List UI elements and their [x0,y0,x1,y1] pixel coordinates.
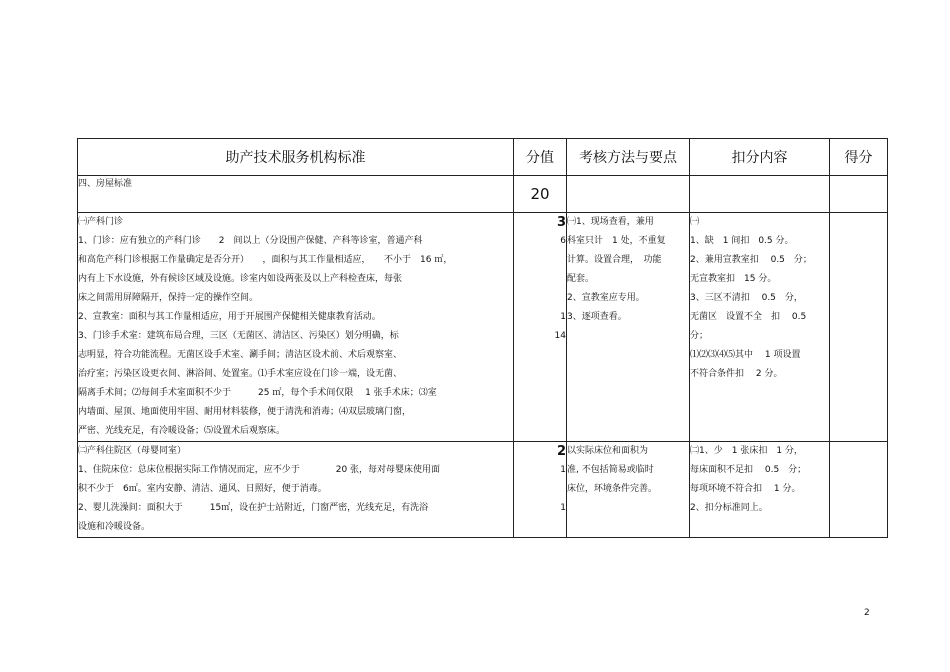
score-line: 2 [556,444,566,459]
header-score: 分值 [514,139,567,176]
standard-cell [78,442,514,538]
score-line: 6 [560,236,566,246]
score-line [514,403,566,422]
text-line: 床之间需用屏障隔开，保持一定的操作空间。 [78,293,259,303]
text-line: 1、门诊：应有独立的产科门诊 2 间以上（分设围产保健、产科等诊室，普通产科 [78,236,423,246]
score-line [514,270,566,289]
text-line: ㈠1、现场查看，兼用 [567,217,654,227]
score-cell [514,213,567,442]
earned-cell [830,442,888,538]
text-line: 1、缺 1 间扣 0.5 分。 [690,236,794,246]
score-line: 14 [554,331,566,341]
text-line: 2、兼用宣教室扣 0.5 分； [690,255,812,265]
earned-cell [830,213,888,442]
text-line: 不符合条件扣 2 分。 [690,369,783,379]
deduction-cell [690,442,830,538]
text-line: 隔离手术间；⑵每间手术室面积不少于 25 ㎡，每个手术间仅限 1 张手术床；⑶室 [78,388,437,398]
text-line: 严密、光线充足，有冷暖设备；⑸设置术后观察床。 [78,426,286,436]
section-earned-cell [830,176,888,213]
text-line: 配套。 [567,274,595,284]
score-line [514,384,566,403]
text-line: 和高危产科门诊根据工作量确定是否分开） ，面积与其工作量相适应， 不小于 16 ㎡， [78,255,453,265]
text-line: 治疗室；污染区设更衣间、淋浴间、处置室。⑴手术室应设在门诊一端，设无菌、 [78,369,403,379]
text-line: 3、逐项查看。 [567,312,627,322]
text-line: 内墙面、屋顶、地面使用牢固、耐用材料装修，便于清洗和消毒；⑷双层玻璃门窗， [78,407,412,417]
text-line: 计算。设置合理， 功能 [567,255,662,265]
section-score: 20 [514,176,567,213]
header-row [78,139,888,176]
score-line [514,480,566,499]
text-line: ㈠产科门诊 [78,217,124,227]
block-row-1 [78,442,888,538]
section-deduction-cell [690,176,830,213]
text-line: 科室只计 1 处，不重复 [567,236,666,246]
score-line [514,346,566,365]
text-line: ㈡产科住院区（母婴同室） [78,446,187,456]
text-line: 床位，环境条件完善。 [567,484,658,494]
text-line: 无菌区 设置不全 扣 0.5 [690,312,807,322]
score-line [514,518,566,537]
text-line: 2、宣教室应专用。 [567,293,645,303]
text-line: 无宣教室扣 15 分。 [690,274,777,284]
text-line: ㈡1、少 1 张床扣 1 分， [690,446,803,456]
text-line: 2、扣分标准同上。 [690,503,768,513]
text-line: 1、住院床位：总床位根据实际工作情况而定，应不少于 20 张，每对母婴床使用面 [78,465,441,475]
deduction-cell [690,213,830,442]
text-line: 设施和冷暖设备。 [78,522,151,532]
score-line: 3 [556,215,566,230]
score-line [514,422,566,441]
text-line: 每床面积不足扣 0.5 分； [690,465,807,475]
score-line [514,251,566,270]
score-line: 1 [560,465,566,475]
section-row [78,176,888,213]
text-line: 3、三区不清扣 0.5 分， [690,293,803,303]
header-standard: 助产技术服务机构标准 [78,139,514,176]
method-cell [567,213,690,442]
block-row-0 [78,213,888,442]
score-cell [514,442,567,538]
page-number: 2 [864,608,870,618]
header-earned: 得分 [830,139,888,176]
score-line: 1 [560,503,566,513]
text-line: 3、门诊手术室：建筑布局合理，三区（无菌区、清洁区、污染区）划分明确，标 [78,331,399,341]
text-line: ㈠ [690,217,700,227]
text-line: 志明显，符合功能流程。无菌区设手术室、涮手间；清洁区设术前、术后观察室、 [78,350,403,360]
text-line: 以实际床位和面积为 [567,446,649,456]
text-line: 2、婴儿洗澡间：面积大于 15㎡，设在护士站附近，门窗严密，光线充足，有洗浴 [78,503,429,513]
standards-table [77,138,888,538]
section-method-cell [567,176,690,213]
text-line: 每项环境不符合扣 1 分。 [690,484,801,494]
score-line: 1 [560,312,566,322]
text-line: 积不少于 6㎡。室内安静、清洁、通风、日照好，便于消毒。 [78,484,327,494]
text-line: 2、宣教室：面积与其工作量相适应，用于开展围产保健相关健康教育活动。 [78,312,381,322]
header-deduction: 扣分内容 [690,139,830,176]
text-line: ⑴⑵⑶⑷⑸其中 1 项设置 [690,350,801,360]
header-method: 考核方法与要点 [567,139,690,176]
score-line [514,365,566,384]
standard-cell [78,213,514,442]
score-line [514,289,566,308]
section-title: 四、房屋标准 [78,176,514,213]
method-cell [567,442,690,538]
text-line: 内有上下水设施，外有候诊区域及设施。诊室内如设两张及以上产科检查床，每张 [78,274,403,284]
text-line: 分； [690,331,709,341]
text-line: 准, 不包括简易或临时 [567,465,654,475]
